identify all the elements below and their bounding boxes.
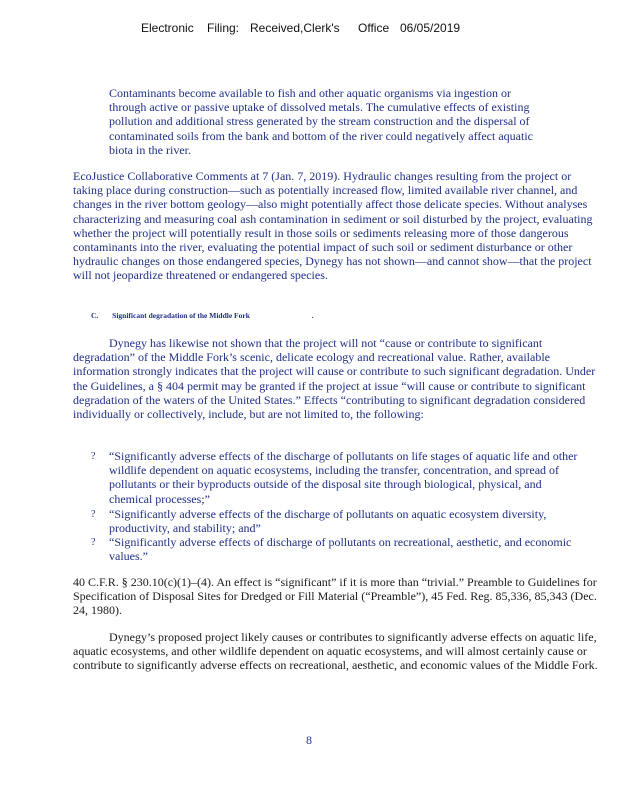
header-word-received: Received,Clerk's [250,21,340,35]
bullet-marker: ? [91,537,96,548]
bullet-item: “Significantly adverse effects of discharge of pollutants on recreational, aesthetic, and economic values.” [109,535,572,564]
block-quote: Contaminants become available to fish and other aquatic organisms via ingestion or through active or passive uptake of dissolved metals. The cumulative effects of existing pollution and additional stress generated by the stream construction and the dispersal of contaminated soils from the bank and bottom of the river could negatively affect aquatic biota in the river. [109,86,533,157]
section-letter: C. [91,311,99,320]
page-number: 8 [306,733,312,747]
header-word-filing: Filing: [207,21,240,35]
header-date: 06/05/2019 [400,21,461,35]
bullet-marker: ? [91,509,96,520]
bullet-item: “Significantly adverse effects of the discharge of pollutants on aquatic ecosystem diversity, productivity, and stability; and” [109,507,547,536]
paragraph-ecojustice: EcoJustice Collaborative Comments at 7 (Jan. 7, 2019). Hydraulic changes resulting from the project or taking place during construction—such as potentially increased flow, limited available river channel, and changes in the river bottom geology—also might potentially affect those delicate species. Without analyses characterizing and measuring coal ash contamination in sediment or soil disturbed by the project, evaluating whether the project will potentially result in those soils or sediments releasing more of those dangerous contaminants into the river, evaluating the potential impact of such soil or sediment disturbance or other hydraulic changes on those endangered species, Dynegy has not shown—and cannot show—that the project will not jeopardize threatened or endangered species. [73,169,593,283]
section-heading-c [91,311,314,320]
header-word-office: Office [358,21,390,35]
header-word-electronic: Electronic [141,21,194,35]
paragraph-degradation: Dynegy has likewise not shown that the project will not “cause or contribute to significant degradation” of the Middle Fork’s scenic, delicate ecology and recreational value. Rather, available information strongly indicates that the project will cause or contribute to such significant degradation. Under the Guidelines, a § 404 permit may be granted if the project at issue “will cause or contribute to significant degradation of the waters of the United States.” Effects “contributing to significant degradation considered individually or collectively, include, but are not limited to, the following: [73,336,596,422]
section-title: Significant degradation of the Middle Fork [112,311,250,320]
bullet-item: “Significantly adverse effects of the discharge of pollutants on life stages of aquatic life and other wildlife dependent on aquatic ecosystems, including the transfer, concentration, and spread of pollutants or their byproducts outside of the disposal site through biological, physical, and chemical processes;” [109,449,578,506]
paragraph-citation: 40 C.F.R. § 230.10(c)(1)–(4). An effect is “significant” if it is more than “trivial.” Preamble to Guidelines for Specification of Disposal Sites for Dredged or Fill Material (“Preamble”), 45 Fed. Reg. 85,336, 85,343 (Dec. 24, 1980). [73,575,597,618]
section-period: . [311,311,314,320]
paragraph-conclusion: Dynegy’s proposed project likely causes or contributes to significantly adverse effects on aquatic life, aquatic ecosystems, and other wildlife dependent on aquatic ecosystems, and will almost certainly cause or contribute to significantly adverse effects on recreational, aesthetic, and economic values of the Middle Fork. [73,630,598,673]
bullet-marker: ? [91,451,96,462]
